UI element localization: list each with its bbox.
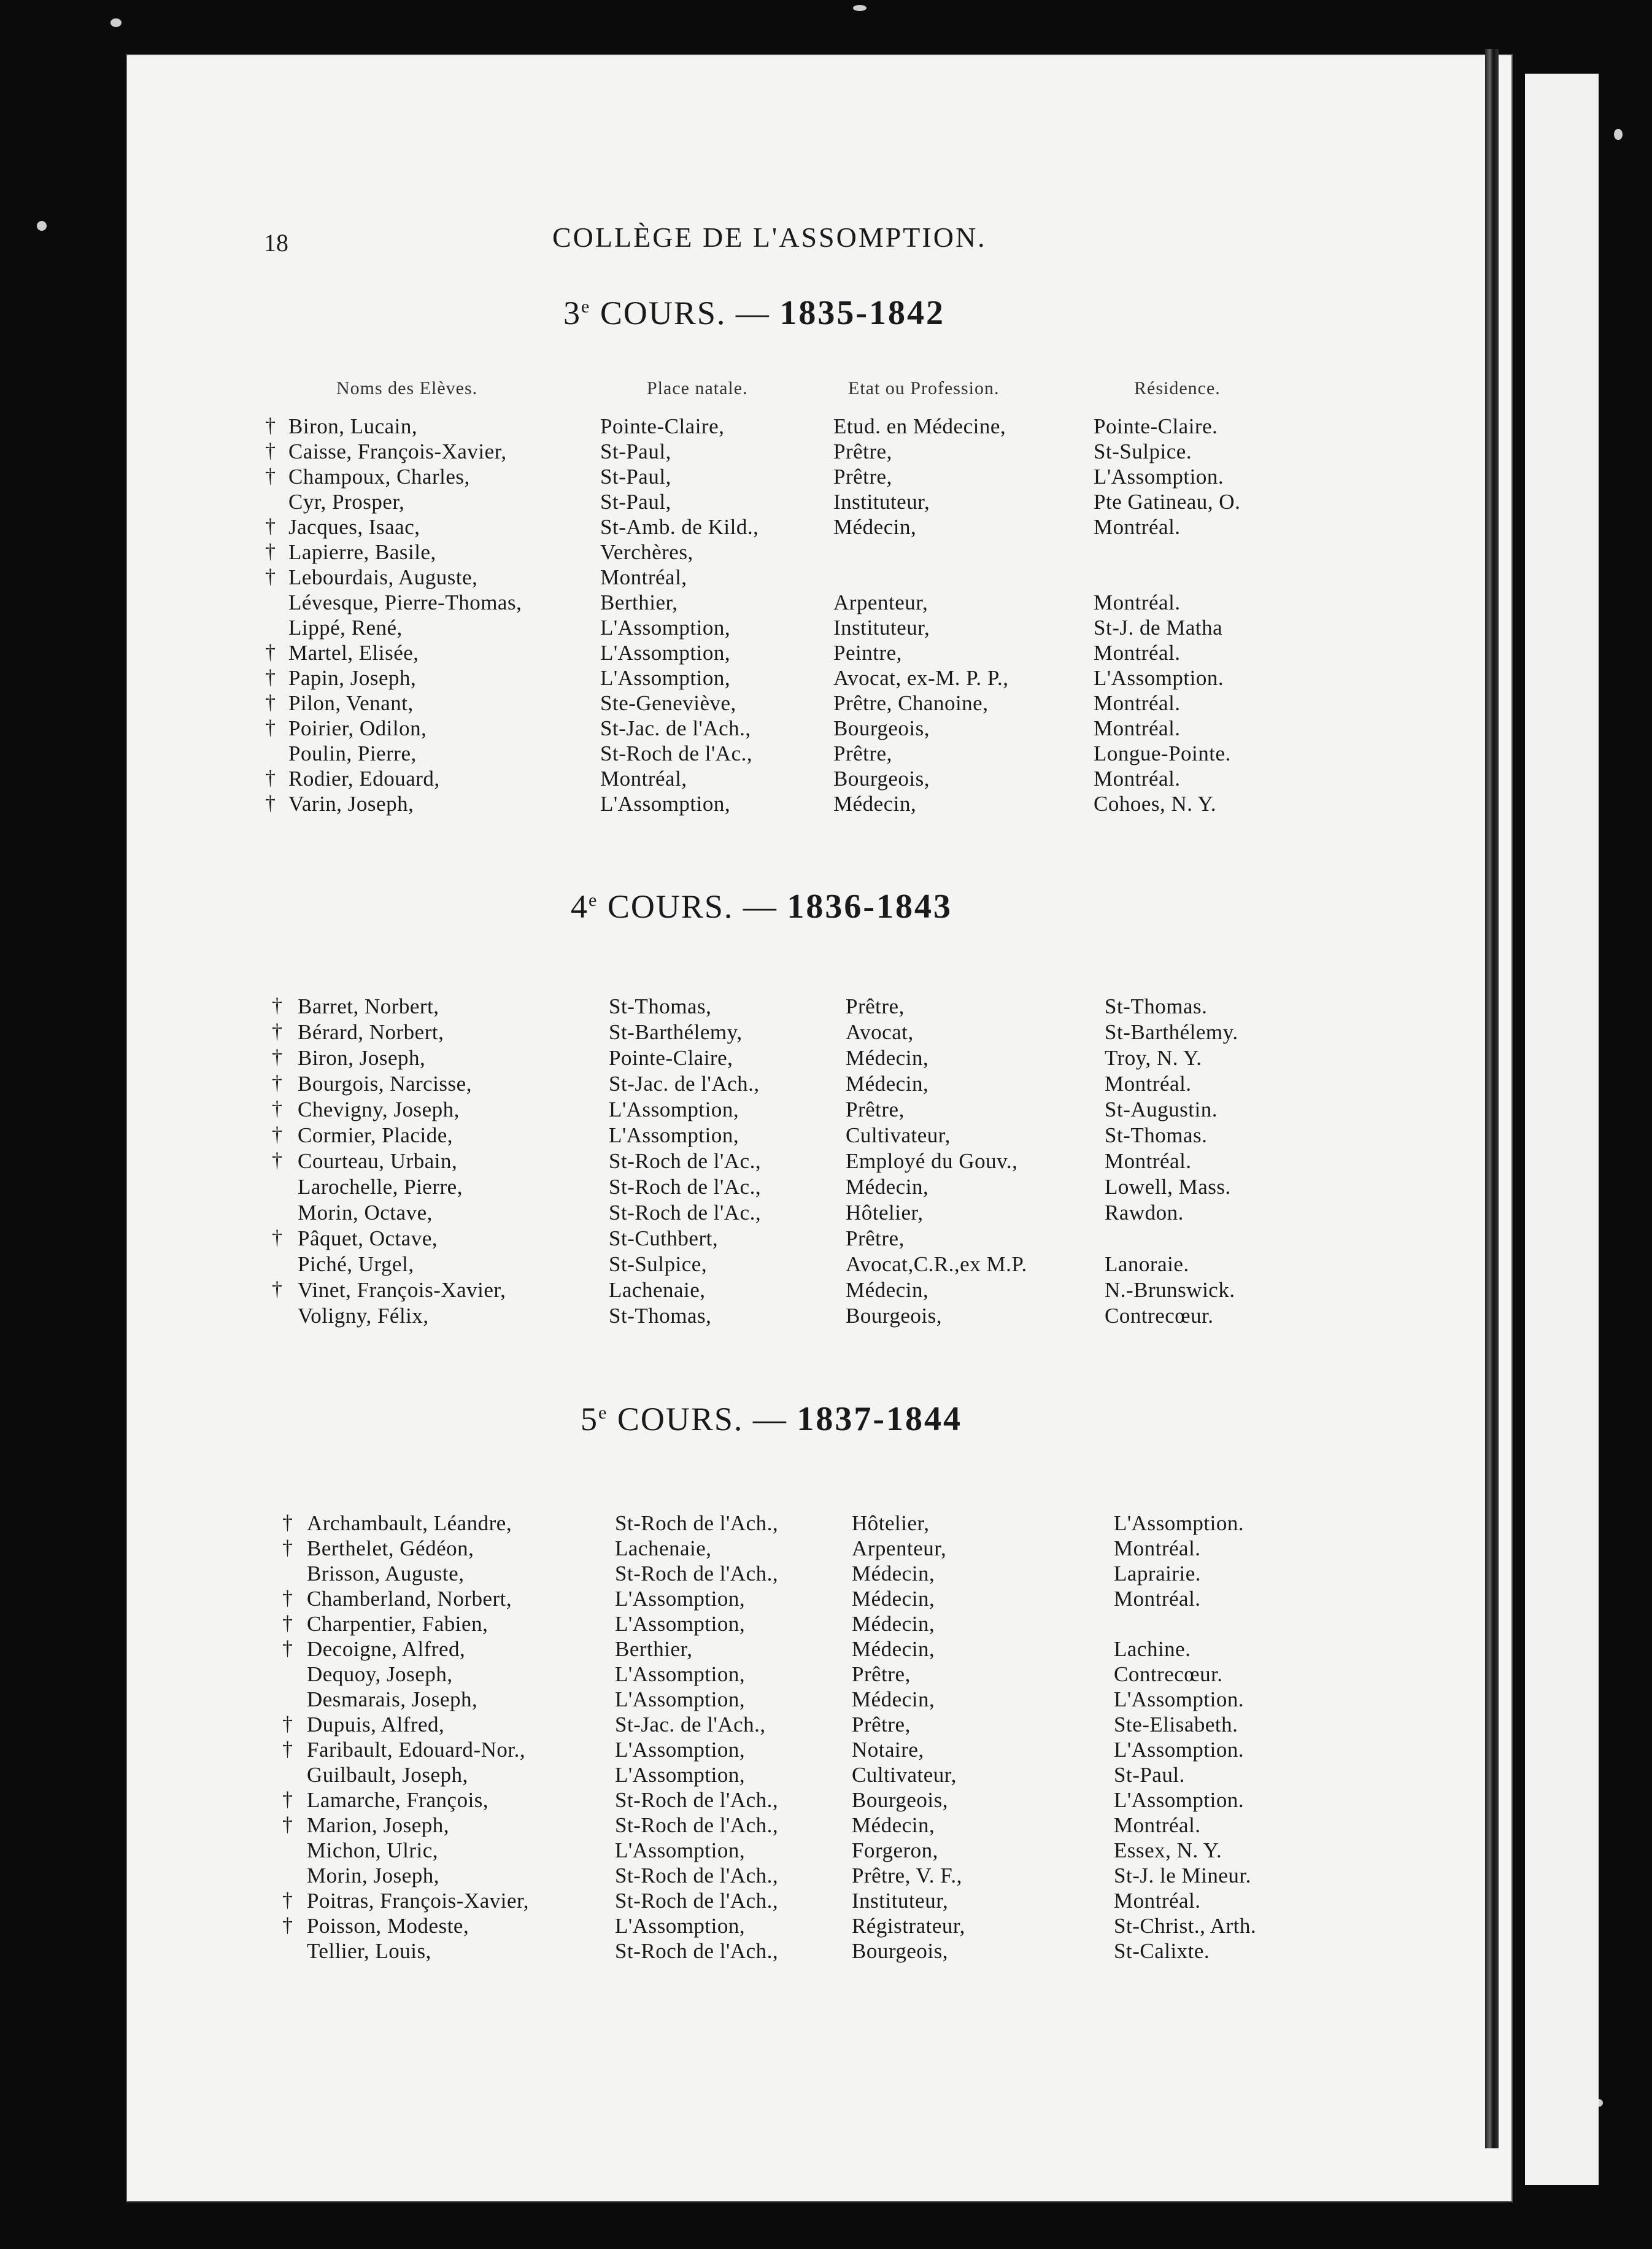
- residence: St-Barthélemy.: [1105, 1020, 1238, 1044]
- birthplace: L'Assomption,: [615, 1687, 746, 1711]
- profession: Cultivateur,: [846, 1123, 951, 1147]
- student-row: [0, 1562, 1473, 1586]
- residence: Montréal.: [1094, 641, 1181, 665]
- residence: Longue-Pointe.: [1094, 741, 1231, 765]
- student-name: Archambault, Léandre,: [307, 1511, 512, 1535]
- birthplace: St-Roch de l'Ach.,: [615, 1788, 779, 1812]
- birthplace: St-Jac. de l'Ach.,: [609, 1072, 760, 1096]
- profession: Médecin,: [852, 1813, 935, 1837]
- profession: Prêtre, V. F.,: [852, 1864, 962, 1887]
- student-row: [0, 1587, 1473, 1611]
- student-row: [0, 1149, 1473, 1174]
- residence: Lachine.: [1114, 1637, 1191, 1661]
- residence: L'Assomption.: [1114, 1788, 1245, 1812]
- student-name: Brisson, Auguste,: [307, 1562, 465, 1585]
- student-name: Lévesque, Pierre-Thomas,: [288, 590, 522, 614]
- birthplace: St-Thomas,: [609, 994, 712, 1018]
- profession: Prêtre,: [846, 1097, 905, 1121]
- residence: St-Christ., Arth.: [1114, 1914, 1257, 1938]
- birthplace: St-Roch de l'Ac.,: [609, 1175, 762, 1199]
- profession: Bourgeois,: [852, 1788, 948, 1812]
- deceased-cross-icon: †: [272, 1097, 283, 1120]
- birthplace: L'Assomption,: [615, 1587, 746, 1611]
- residence: Lanoraie.: [1105, 1252, 1189, 1276]
- birthplace: L'Assomption,: [615, 1612, 746, 1636]
- deceased-cross-icon: †: [282, 1713, 293, 1735]
- student-name: Champoux, Charles,: [288, 465, 470, 489]
- deceased-cross-icon: †: [265, 465, 276, 487]
- deceased-cross-icon: †: [265, 565, 276, 588]
- residence: Montréal.: [1094, 590, 1181, 614]
- residence: Montréal.: [1094, 767, 1181, 791]
- residence: St-Paul.: [1114, 1763, 1185, 1787]
- student-name: Varin, Joseph,: [288, 792, 414, 816]
- student-row: [0, 616, 1473, 640]
- section-ordinal-suffix: e: [589, 890, 598, 910]
- birthplace: St-Roch de l'Ach.,: [615, 1939, 779, 1963]
- student-name: Morin, Joseph,: [307, 1864, 440, 1887]
- student-name: Dupuis, Alfred,: [307, 1713, 445, 1736]
- residence: Cohoes, N. Y.: [1094, 792, 1216, 816]
- profession: Prêtre,: [833, 439, 892, 463]
- residence: Ste-Elisabeth.: [1114, 1713, 1238, 1736]
- birthplace: St-Cuthbert,: [609, 1226, 719, 1250]
- scan-speck: [37, 221, 47, 231]
- page-spine-edge: [1485, 49, 1499, 2148]
- profession: Bourgeois,: [833, 716, 930, 740]
- student-name: Berthelet, Gédéon,: [307, 1536, 474, 1560]
- birthplace: Berthier,: [600, 590, 678, 614]
- facing-page-strip: [1525, 74, 1599, 2185]
- birthplace: L'Assomption,: [600, 641, 731, 665]
- student-row: [0, 1612, 1473, 1636]
- student-name: Lamarche, François,: [307, 1788, 489, 1812]
- profession: Hôtelier,: [852, 1511, 930, 1535]
- birthplace: Montréal,: [600, 767, 687, 791]
- deceased-cross-icon: †: [265, 716, 276, 739]
- section-ordinal-suffix: e: [581, 296, 591, 317]
- student-row: [0, 1511, 1473, 1536]
- student-name: Caisse, François-Xavier,: [288, 439, 507, 463]
- profession: Régistrateur,: [852, 1914, 965, 1938]
- student-row: [0, 540, 1473, 565]
- residence: L'Assomption.: [1114, 1511, 1245, 1535]
- student-name: Rodier, Edouard,: [288, 767, 440, 791]
- birthplace: Lachenaie,: [609, 1278, 706, 1302]
- profession: Médecin,: [852, 1687, 935, 1711]
- profession: Prêtre,: [846, 994, 905, 1018]
- section-ordinal: 3: [563, 295, 581, 331]
- profession: Prêtre, Chanoine,: [833, 691, 989, 715]
- student-row: [0, 792, 1473, 816]
- residence: L'Assomption.: [1114, 1687, 1245, 1711]
- column-header-birthplace: Place natale.: [647, 378, 748, 398]
- student-row: [0, 1662, 1473, 1687]
- student-row: [0, 1738, 1473, 1762]
- birthplace: St-Roch de l'Ach.,: [615, 1889, 779, 1913]
- student-name: Barret, Norbert,: [298, 994, 439, 1018]
- section-years: 1836-1843: [787, 888, 953, 926]
- residence: Pte Gatineau, O.: [1094, 490, 1241, 514]
- section-ordinal-suffix: e: [598, 1403, 608, 1423]
- student-name: Dequoy, Joseph,: [307, 1662, 453, 1686]
- student-name: Courteau, Urbain,: [298, 1149, 458, 1173]
- profession: Médecin,: [833, 515, 917, 539]
- deceased-cross-icon: †: [265, 414, 276, 437]
- deceased-cross-icon: †: [282, 1813, 293, 1836]
- profession: Prêtre,: [846, 1226, 905, 1250]
- birthplace: Lachenaie,: [615, 1536, 712, 1560]
- student-name: Poitras, François-Xavier,: [307, 1889, 529, 1913]
- deceased-cross-icon: †: [272, 1020, 283, 1043]
- profession: Instituteur,: [852, 1889, 949, 1913]
- residence: N.-Brunswick.: [1105, 1278, 1235, 1302]
- section-years: 1837-1844: [797, 1400, 963, 1438]
- student-name: Biron, Joseph,: [298, 1046, 426, 1070]
- residence: Montréal.: [1094, 691, 1181, 715]
- student-row: [0, 590, 1473, 615]
- profession: Médecin,: [852, 1562, 935, 1585]
- residence: Montréal.: [1114, 1889, 1201, 1913]
- student-row: [0, 1278, 1473, 1303]
- student-name: Cyr, Prosper,: [288, 490, 405, 514]
- deceased-cross-icon: †: [272, 1149, 283, 1172]
- birthplace: L'Assomption,: [600, 792, 731, 816]
- section-years: 1835-1842: [779, 294, 946, 332]
- birthplace: Verchères,: [600, 540, 693, 564]
- student-row: [0, 565, 1473, 590]
- student-name: Chamberland, Norbert,: [307, 1587, 512, 1611]
- deceased-cross-icon: †: [265, 792, 276, 815]
- deceased-cross-icon: †: [265, 439, 276, 462]
- birthplace: St-Roch de l'Ac.,: [609, 1201, 762, 1225]
- student-row: [0, 465, 1473, 489]
- residence: Montréal.: [1114, 1587, 1201, 1611]
- residence: St-Thomas.: [1105, 994, 1208, 1018]
- birthplace: St-Paul,: [600, 465, 671, 489]
- column-header-profession: Etat ou Profession.: [848, 378, 1000, 398]
- profession: Prêtre,: [833, 741, 892, 765]
- profession: Prêtre,: [852, 1713, 911, 1736]
- student-name: Poulin, Pierre,: [288, 741, 417, 765]
- student-row: [0, 1226, 1473, 1251]
- residence: Montréal.: [1105, 1072, 1192, 1096]
- section-ordinal: 5: [581, 1401, 598, 1438]
- deceased-cross-icon: †: [282, 1788, 293, 1811]
- profession: Peintre,: [833, 641, 902, 665]
- birthplace: L'Assomption,: [615, 1763, 746, 1787]
- student-row: [0, 1046, 1473, 1070]
- residence: Montréal.: [1105, 1149, 1192, 1173]
- birthplace: St-Amb. de Kild.,: [600, 515, 759, 539]
- profession: Arpenteur,: [852, 1536, 947, 1560]
- birthplace: L'Assomption,: [615, 1914, 746, 1938]
- column-header-residence: Résidence.: [1134, 378, 1221, 398]
- section-label: COURS. —: [608, 1401, 797, 1438]
- birthplace: St-Roch de l'Ach.,: [615, 1511, 779, 1535]
- student-row: [0, 767, 1473, 791]
- deceased-cross-icon: †: [265, 767, 276, 789]
- deceased-cross-icon: †: [265, 641, 276, 664]
- section-ordinal: 4: [571, 888, 589, 925]
- student-row: [0, 1788, 1473, 1813]
- student-row: [0, 439, 1473, 464]
- residence: Troy, N. Y.: [1105, 1046, 1202, 1070]
- student-row: [0, 515, 1473, 540]
- residence: St-J. le Mineur.: [1114, 1864, 1251, 1887]
- birthplace: L'Assomption,: [609, 1097, 739, 1121]
- birthplace: St-Roch de l'Ach.,: [615, 1562, 779, 1585]
- student-row: [0, 716, 1473, 741]
- birthplace: St-Roch de l'Ac.,: [609, 1149, 762, 1173]
- student-row: [0, 490, 1473, 514]
- profession: Etud. en Médecine,: [833, 414, 1006, 438]
- residence: L'Assomption.: [1114, 1738, 1245, 1762]
- birthplace: St-Jac. de l'Ach.,: [615, 1713, 766, 1736]
- deceased-cross-icon: †: [265, 540, 276, 563]
- student-row: [0, 1889, 1473, 1913]
- scan-speck: [853, 5, 867, 11]
- student-row: [0, 1914, 1473, 1938]
- profession: Instituteur,: [833, 616, 930, 640]
- student-name: Jacques, Isaac,: [288, 515, 420, 539]
- profession: Prêtre,: [852, 1662, 911, 1686]
- student-row: [0, 1637, 1473, 1662]
- student-name: Piché, Urgel,: [298, 1252, 414, 1276]
- profession: Cultivateur,: [852, 1763, 957, 1787]
- student-row: [0, 1813, 1473, 1838]
- student-row: [0, 1097, 1473, 1122]
- birthplace: Pointe-Claire,: [609, 1046, 733, 1070]
- deceased-cross-icon: †: [282, 1511, 293, 1534]
- section-title: [563, 293, 945, 333]
- student-row: [0, 1713, 1473, 1737]
- residence: St-Sulpice.: [1094, 439, 1192, 463]
- residence: L'Assomption.: [1094, 465, 1224, 489]
- student-row: [0, 1201, 1473, 1225]
- birthplace: St-Barthélemy,: [609, 1020, 743, 1044]
- profession: Prêtre,: [833, 465, 892, 489]
- profession: Médecin,: [846, 1072, 929, 1096]
- deceased-cross-icon: †: [272, 1226, 283, 1249]
- column-header-names: Noms des Elèves.: [336, 378, 478, 398]
- profession: Médecin,: [846, 1175, 929, 1199]
- student-name: Vinet, François-Xavier,: [298, 1278, 506, 1302]
- deceased-cross-icon: †: [265, 666, 276, 689]
- student-row: [0, 666, 1473, 691]
- residence: Montréal.: [1094, 716, 1181, 740]
- student-name: Pilon, Venant,: [288, 691, 414, 715]
- profession: Médecin,: [852, 1637, 935, 1661]
- student-name: Voligny, Félix,: [298, 1304, 429, 1328]
- residence: Contrecœur.: [1105, 1304, 1214, 1328]
- residence: Montréal.: [1114, 1536, 1201, 1560]
- student-row: [0, 1252, 1473, 1277]
- profession: Médecin,: [833, 792, 917, 816]
- student-name: Biron, Lucain,: [288, 414, 418, 438]
- residence: Montréal.: [1114, 1813, 1201, 1837]
- section-label: COURS. —: [598, 888, 787, 925]
- residence: Lowell, Mass.: [1105, 1175, 1231, 1199]
- section-label: COURS. —: [590, 295, 780, 331]
- birthplace: Berthier,: [615, 1637, 693, 1661]
- student-name: Martel, Elisée,: [288, 641, 419, 665]
- student-row: [0, 741, 1473, 766]
- student-name: Lippé, René,: [288, 616, 403, 640]
- student-name: Faribault, Edouard-Nor.,: [307, 1738, 526, 1762]
- student-name: Pâquet, Octave,: [298, 1226, 438, 1250]
- student-name: Chevigny, Joseph,: [298, 1097, 460, 1121]
- deceased-cross-icon: †: [282, 1536, 293, 1559]
- deceased-cross-icon: †: [282, 1914, 293, 1937]
- birthplace: L'Assomption,: [615, 1738, 746, 1762]
- residence: Montréal.: [1094, 515, 1181, 539]
- student-row: [0, 1020, 1473, 1045]
- student-name: Desmarais, Joseph,: [307, 1687, 478, 1711]
- student-name: Charpentier, Fabien,: [307, 1612, 488, 1636]
- residence: L'Assomption.: [1094, 666, 1224, 690]
- student-name: Marion, Joseph,: [307, 1813, 450, 1837]
- student-name: Poirier, Odilon,: [288, 716, 427, 740]
- deceased-cross-icon: †: [265, 691, 276, 714]
- section-title: [571, 887, 952, 926]
- deceased-cross-icon: †: [282, 1738, 293, 1760]
- birthplace: St-Paul,: [600, 439, 671, 463]
- student-row: [0, 1763, 1473, 1787]
- student-name: Lapierre, Basile,: [288, 540, 436, 564]
- deceased-cross-icon: †: [272, 1046, 283, 1069]
- profession: Arpenteur,: [833, 590, 928, 614]
- student-row: [0, 1536, 1473, 1561]
- student-row: [0, 641, 1473, 665]
- running-title: COLLÈGE DE L'ASSOMPTION.: [552, 222, 987, 253]
- birthplace: L'Assomption,: [600, 666, 731, 690]
- birthplace: Pointe-Claire,: [600, 414, 725, 438]
- profession: Médecin,: [846, 1046, 929, 1070]
- birthplace: L'Assomption,: [615, 1662, 746, 1686]
- profession: Médecin,: [852, 1587, 935, 1611]
- deceased-cross-icon: †: [272, 1072, 283, 1094]
- student-name: Michon, Ulric,: [307, 1838, 439, 1862]
- residence: Contrecœur.: [1114, 1662, 1223, 1686]
- student-row: [0, 414, 1473, 439]
- profession: Avocat, ex-M. P. P.,: [833, 666, 1009, 690]
- student-name: Bérard, Norbert,: [298, 1020, 444, 1044]
- student-name: Poisson, Modeste,: [307, 1914, 469, 1938]
- birthplace: St-Roch de l'Ach.,: [615, 1864, 779, 1887]
- student-name: Larochelle, Pierre,: [298, 1175, 463, 1199]
- student-name: Lebourdais, Auguste,: [288, 565, 478, 589]
- birthplace: St-Jac. de l'Ach.,: [600, 716, 751, 740]
- profession: Bourgeois,: [833, 767, 930, 791]
- student-name: Papin, Joseph,: [288, 666, 417, 690]
- student-row: [0, 1939, 1473, 1964]
- residence: St-J. de Matha: [1094, 616, 1223, 640]
- student-name: Decoigne, Alfred,: [307, 1637, 466, 1661]
- residence: Rawdon.: [1105, 1201, 1184, 1225]
- residence: Essex, N. Y.: [1114, 1838, 1222, 1862]
- profession: Employé du Gouv.,: [846, 1149, 1018, 1173]
- birthplace: St-Roch de l'Ac.,: [600, 741, 753, 765]
- section-title: [581, 1399, 962, 1439]
- deceased-cross-icon: †: [265, 515, 276, 538]
- birthplace: L'Assomption,: [609, 1123, 739, 1147]
- deceased-cross-icon: †: [272, 1123, 283, 1146]
- student-name: Tellier, Louis,: [307, 1939, 431, 1963]
- deceased-cross-icon: †: [272, 994, 283, 1017]
- student-name: Cormier, Placide,: [298, 1123, 454, 1147]
- student-row: [0, 994, 1473, 1019]
- scan-speck: [110, 18, 122, 27]
- profession: Bourgeois,: [852, 1939, 948, 1963]
- profession: Avocat,: [846, 1020, 914, 1044]
- page-number: 18: [264, 229, 288, 257]
- student-row: [0, 1304, 1473, 1328]
- student-row: [0, 691, 1473, 716]
- residence: Laprairie.: [1114, 1562, 1201, 1585]
- birthplace: L'Assomption,: [600, 616, 731, 640]
- student-name: Morin, Octave,: [298, 1201, 433, 1225]
- birthplace: Montréal,: [600, 565, 687, 589]
- profession: Forgeron,: [852, 1838, 938, 1862]
- student-name: Guilbault, Joseph,: [307, 1763, 468, 1787]
- scan-speck: [1614, 129, 1623, 140]
- student-name: Bourgois, Narcisse,: [298, 1072, 472, 1096]
- deceased-cross-icon: †: [272, 1278, 283, 1301]
- birthplace: Ste-Geneviève,: [600, 691, 736, 715]
- student-row: [0, 1123, 1473, 1148]
- student-row: [0, 1175, 1473, 1199]
- deceased-cross-icon: †: [282, 1889, 293, 1911]
- student-row: [0, 1838, 1473, 1863]
- student-row: [0, 1687, 1473, 1712]
- student-row: [0, 1072, 1473, 1096]
- profession: Hôtelier,: [846, 1201, 924, 1225]
- birthplace: L'Assomption,: [615, 1838, 746, 1862]
- residence: St-Thomas.: [1105, 1123, 1208, 1147]
- profession: Bourgeois,: [846, 1304, 942, 1328]
- profession: Médecin,: [846, 1278, 929, 1302]
- profession: Médecin,: [852, 1612, 935, 1636]
- birthplace: St-Sulpice,: [609, 1252, 708, 1276]
- residence: St-Calixte.: [1114, 1939, 1210, 1963]
- student-row: [0, 1864, 1473, 1888]
- deceased-cross-icon: †: [282, 1637, 293, 1660]
- profession: Instituteur,: [833, 490, 930, 514]
- deceased-cross-icon: †: [282, 1612, 293, 1635]
- residence: Pointe-Claire.: [1094, 414, 1218, 438]
- birthplace: St-Thomas,: [609, 1304, 712, 1328]
- deceased-cross-icon: †: [282, 1587, 293, 1609]
- birthplace: St-Roch de l'Ach.,: [615, 1813, 779, 1837]
- profession: Avocat,C.R.,ex M.P.: [846, 1252, 1027, 1276]
- birthplace: St-Paul,: [600, 490, 671, 514]
- residence: St-Augustin.: [1105, 1097, 1218, 1121]
- profession: Notaire,: [852, 1738, 924, 1762]
